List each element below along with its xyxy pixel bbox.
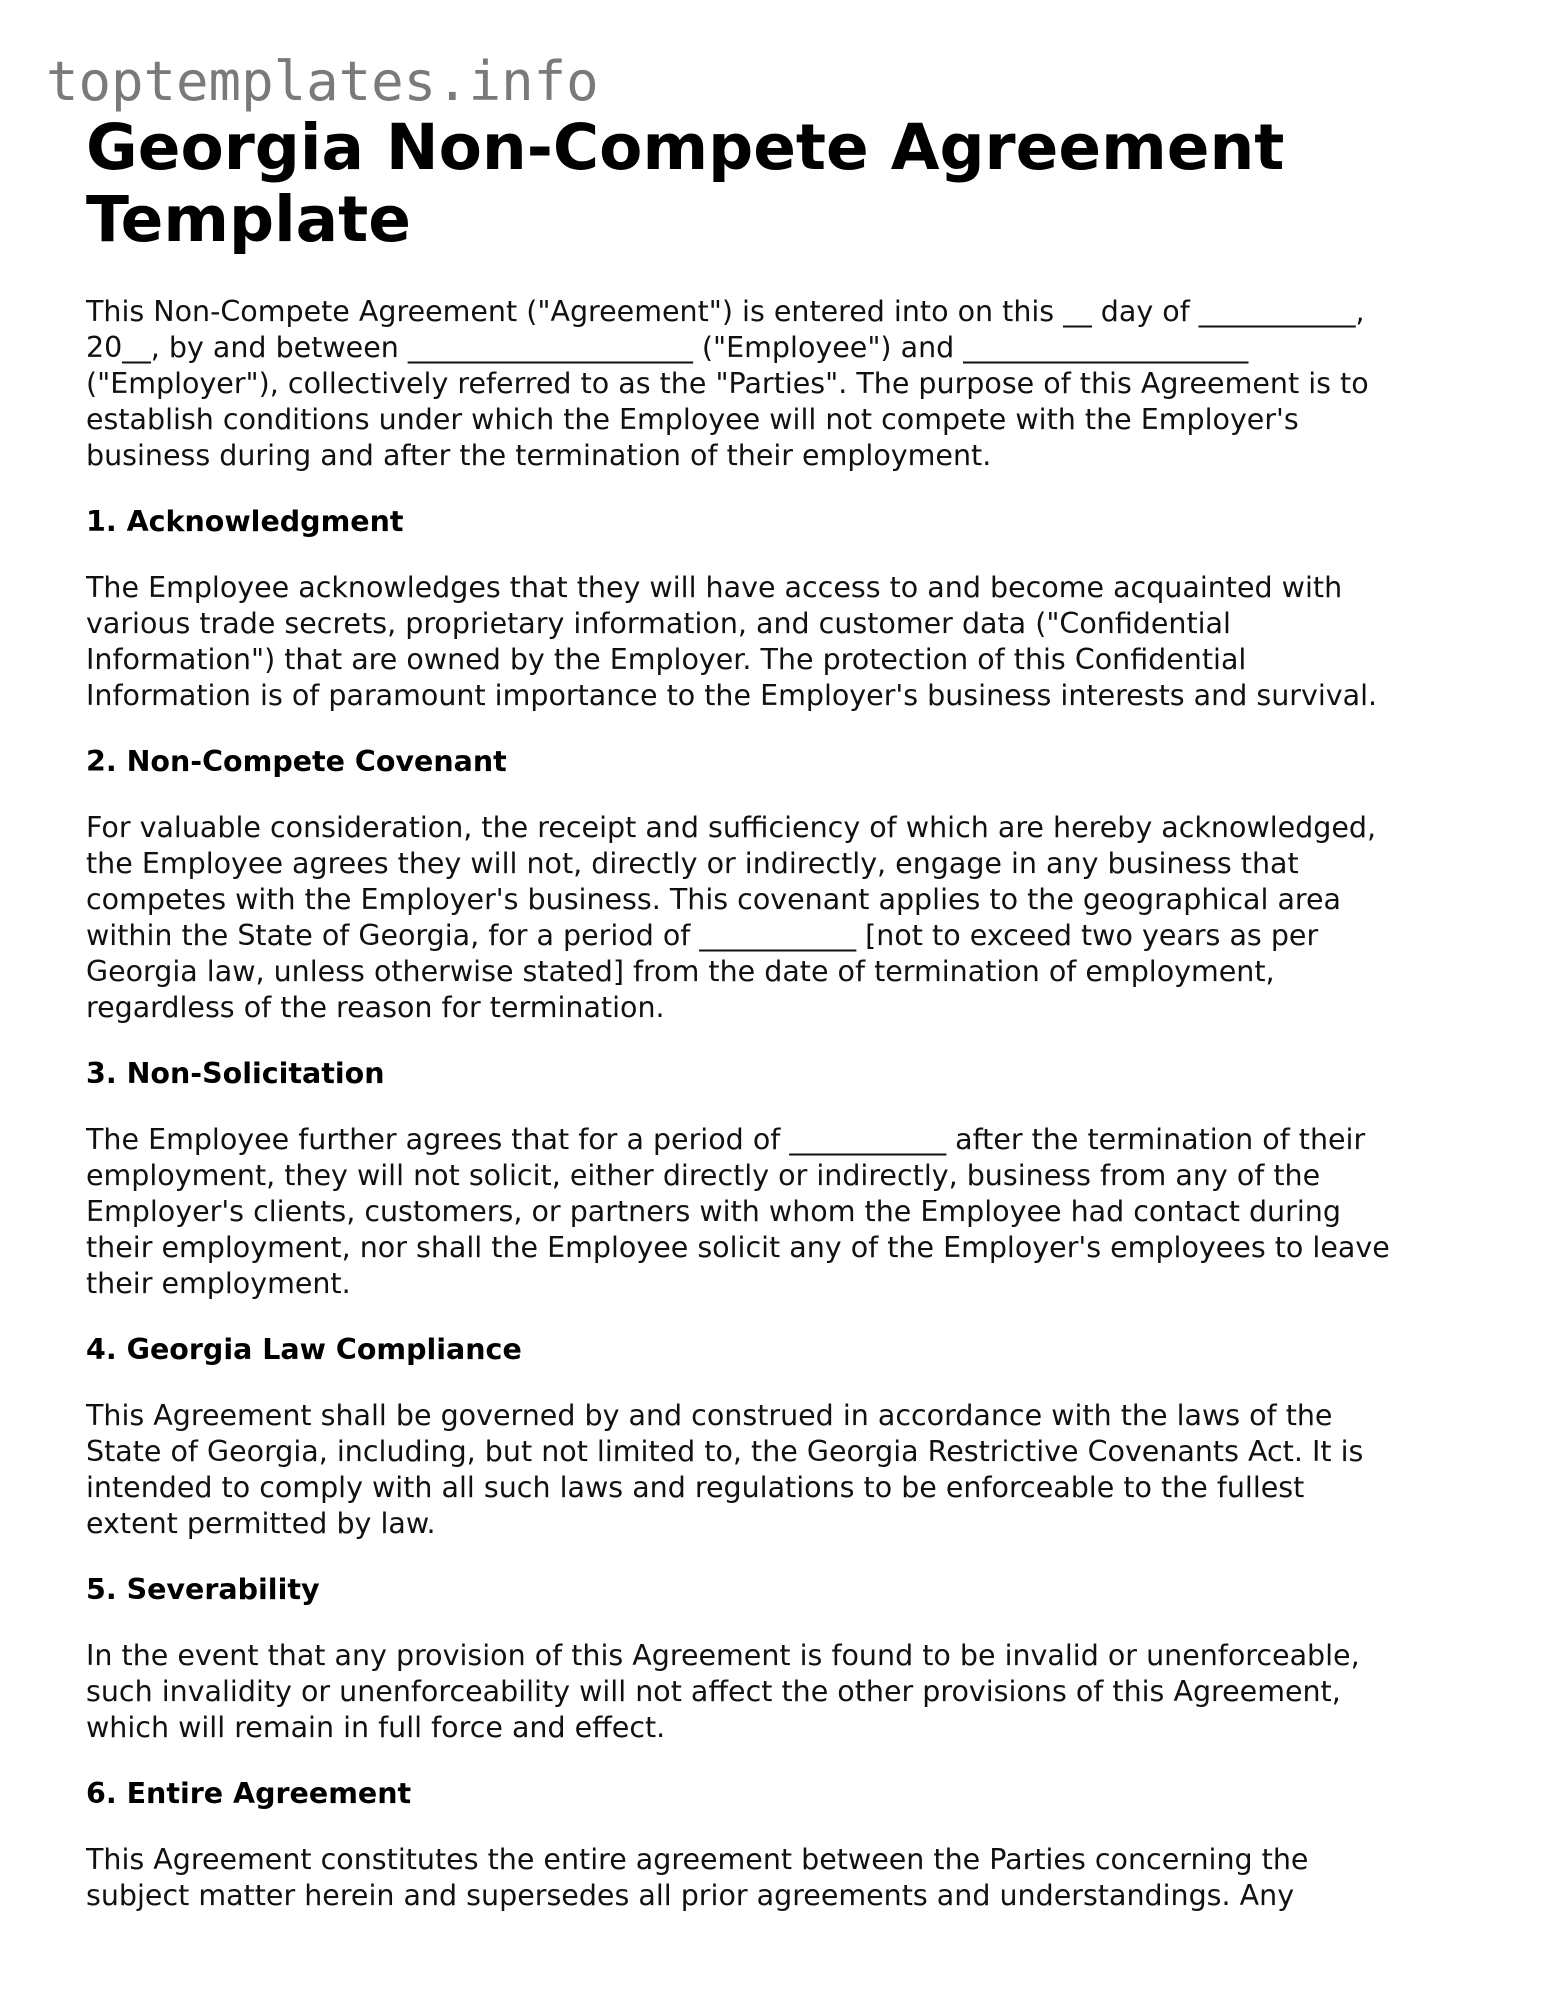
body-line: their employment, nor shall the Employee solicit any of the Employer's employees to leave	[86, 1231, 1390, 1264]
section-body-acknowledgment	[86, 570, 1466, 714]
section-body-non-compete	[86, 810, 1466, 1026]
body-line: In the event that any provision of this Agreement is found to be invalid or unenforceable,	[86, 1639, 1360, 1672]
intro-paragraph	[86, 294, 1466, 474]
intro-line: establish conditions under which the Employee will not compete with the Employer's	[86, 403, 1299, 436]
body-line: employment, they will not solicit, either directly or indirectly, business from any of the	[86, 1159, 1321, 1192]
body-line: their employment.	[86, 1267, 351, 1300]
section-heading-severability: 5. Severability	[86, 1573, 320, 1606]
section-body-severability	[86, 1638, 1466, 1746]
body-line: various trade secrets, proprietary information, and customer data ("Confidential	[86, 607, 1231, 640]
section-heading-acknowledgment: 1. Acknowledgment	[86, 505, 404, 538]
body-line: which will remain in full force and effect.	[86, 1711, 666, 1744]
body-line: subject matter herein and supersedes all prior agreements and understandings. Any	[86, 1879, 1295, 1912]
title-line-1: Georgia Non-Compete Agreement	[86, 111, 1285, 184]
intro-line: ("Employer"), collectively referred to as the "Parties". The purpose of this Agreement is to	[86, 367, 1369, 400]
body-line: Employer's clients, customers, or partners with whom the Employee had contact during	[86, 1195, 1341, 1228]
body-line: Information is of paramount importance to the Employer's business interests and survival.	[86, 679, 1378, 712]
section-body-non-solicitation	[86, 1122, 1466, 1302]
intro-line: 20__, by and between ____________________ ("Employee") and ____________________	[86, 331, 1249, 364]
body-line: The Employee acknowledges that they will have access to and become acquainted with	[86, 571, 1343, 604]
section-heading-georgia-law: 4. Georgia Law Compliance	[86, 1333, 522, 1366]
body-line: The Employee further agrees that for a period of ___________ after the termination of their	[86, 1123, 1366, 1156]
document-title	[86, 112, 1466, 256]
body-line: This Agreement shall be governed by and construed in accordance with the laws of the	[86, 1399, 1333, 1432]
body-line: State of Georgia, including, but not limited to, the Georgia Restrictive Covenants Act. It is	[86, 1435, 1364, 1468]
body-line: intended to comply with all such laws and regulations to be enforceable to the fullest	[86, 1471, 1305, 1504]
body-line: This Agreement constitutes the entire agreement between the Parties concerning the	[86, 1843, 1309, 1876]
site-watermark: toptemplates.info	[46, 50, 599, 113]
intro-line: business during and after the termination of their employment.	[86, 439, 992, 472]
section-heading-non-compete: 2. Non-Compete Covenant	[86, 745, 507, 778]
intro-line: This Non-Compete Agreement ("Agreement") is entered into on this __ day of ___________,	[86, 295, 1365, 328]
body-line: such invalidity or unenforceability will not affect the other provisions of this Agreement,	[86, 1675, 1341, 1708]
document-page	[86, 112, 1466, 1914]
body-line: the Employee agrees they will not, directly or indirectly, engage in any business that	[86, 847, 1299, 880]
body-line: extent permitted by law.	[86, 1507, 436, 1540]
body-line: For valuable consideration, the receipt and sufficiency of which are hereby acknowledged,	[86, 811, 1377, 844]
body-line: within the State of Georgia, for a period of ___________ [not to exceed two years as per	[86, 919, 1319, 952]
body-line: regardless of the reason for termination.	[86, 991, 665, 1024]
section-heading-non-solicitation: 3. Non-Solicitation	[86, 1057, 385, 1090]
section-body-entire-agreement	[86, 1842, 1466, 1914]
body-line: competes with the Employer's business. This covenant applies to the geographical area	[86, 883, 1342, 916]
section-body-georgia-law	[86, 1398, 1466, 1542]
section-heading-entire-agreement: 6. Entire Agreement	[86, 1777, 412, 1810]
title-line-2: Template	[86, 183, 412, 256]
body-line: Georgia law, unless otherwise stated] from the date of termination of employment,	[86, 955, 1275, 988]
body-line: Information") that are owned by the Employer. The protection of this Confidential	[86, 643, 1247, 676]
